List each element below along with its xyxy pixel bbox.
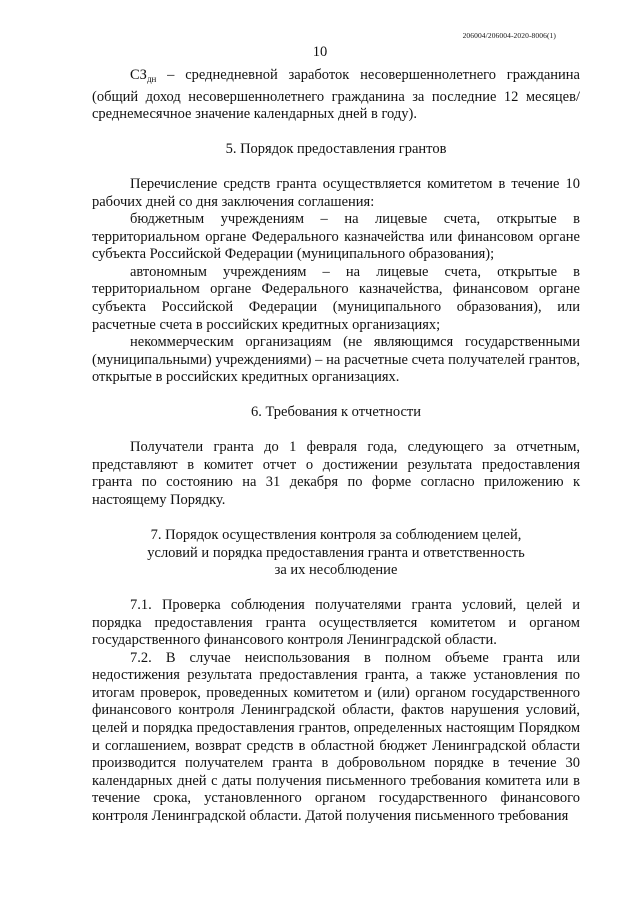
document-body — [92, 67, 580, 825]
formula-definition — [92, 67, 580, 124]
section-5-heading: 5. Порядок предоставления грантов — [225, 141, 447, 158]
formula-description: – среднедневной заработок несовершеннолетнего гражданина (общий доход несовершеннолетнего гражданина за последние 12 месяцев/среднемесячное значение календарных дней в году). — [92, 67, 580, 123]
section-7-heading-line: условий и порядка предоставления гранта и ответственность — [147, 544, 525, 561]
document-id: 206004/206004-2020-8006(1) — [462, 31, 556, 40]
section-6-paragraph: Получатели гранта до 1 февраля года, следующего за отчетным, представляют в комитет отчет о достижении результата предоставления гранта по состоянию на 31 декабря по форме согласно приложению к настоящему Порядку. — [92, 439, 580, 508]
section-7-heading — [92, 527, 580, 580]
section-5-item-autonomous: автономным учреждениям – на лицевые счета, открытые в территориальном органе Федерального казначейства, финансовом органе субъекта Российской Федерации (муниципального образования), или расчетные счета в российских кредитных организациях; — [92, 263, 580, 333]
page-number: 10 — [312, 44, 328, 60]
section-5-item-budget: бюджетным учреждениям – на лицевые счета, открытые в территориальном органе Федерального казначейства или финансовом органе субъекта Российской Федерации (муниципального образования); — [92, 211, 580, 263]
section-5-intro: Перечисление средств гранта осуществляется комитетом в течение 10 рабочих дней со дня заключения соглашения: — [92, 176, 580, 210]
formula-subscript: дн — [146, 74, 157, 84]
section-6-heading: 6. Требования к отчетности — [250, 404, 422, 421]
clause-7-1: 7.1. Проверка соблюдения получателями гранта условий, целей и порядка предоставления гранта осуществляется комитетом и органом государственного финансового контроля Ленинградской области. — [92, 597, 580, 649]
clause-7-2: 7.2. В случае неиспользования в полном объеме гранта или недостижения результата предоставления гранта, а также установления по итогам проверок, проведенных комитетом и (или) органом государственного финансового контроля Ленинградской области, фактов нарушения условий, целей и порядка предоставления грантов, определенных настоящим Порядком и соглашением, возврат средств в областной бюджет Ленинградской области производится получателем гранта в добровольном порядке в течение 30 календарных дней с даты получения письменного требования комитета или в течение срока, установленного органом государственного финансового контроля Ленинградской области. Датой получения письменного требования — [92, 649, 580, 824]
section-7-heading-line: за их несоблюдение — [274, 562, 398, 579]
section-5-item-nonprofit: некоммерческим организациям (не являющимся государственными (муниципальными) учреждениями) – на расчетные счета получателей грантов, открытые в российских кредитных организациях. — [92, 334, 580, 386]
section-7-heading-line: 7. Порядок осуществления контроля за соблюдением целей, — [150, 526, 522, 543]
formula-symbol: СЗ — [130, 67, 147, 83]
